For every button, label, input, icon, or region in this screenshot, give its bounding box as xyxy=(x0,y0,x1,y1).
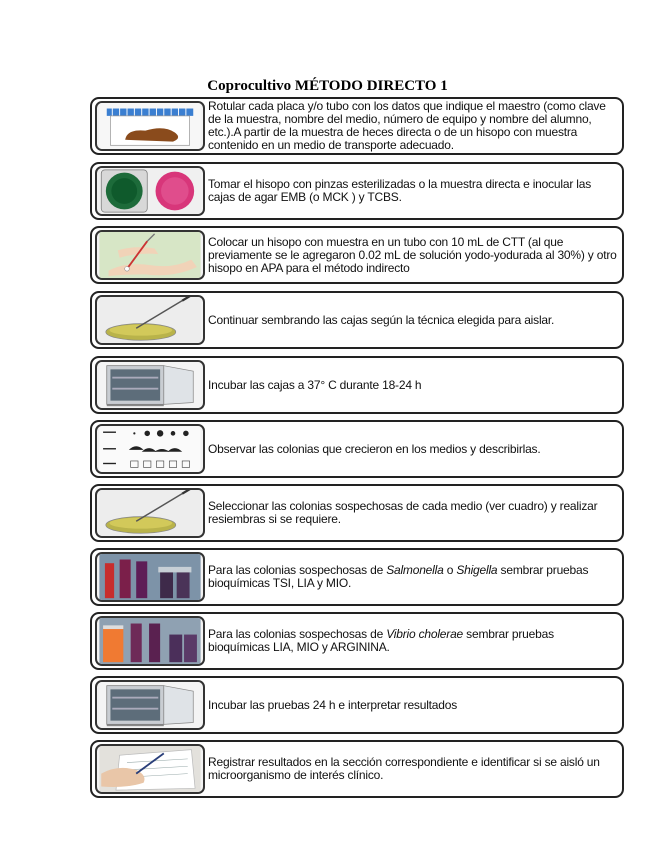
streak-plate-icon xyxy=(95,295,205,345)
step-9 xyxy=(90,612,624,670)
step-10 xyxy=(90,676,624,734)
agar-plates-icon xyxy=(95,166,205,216)
incubator-icon xyxy=(95,360,205,410)
colony-chart-icon xyxy=(95,424,205,474)
step-4 xyxy=(90,291,624,349)
step-5-text: Incubar las cajas a 37° C durante 18-24 h xyxy=(208,377,422,392)
step-2 xyxy=(90,162,624,220)
organism-name-vibrio: Vibrio cholerae xyxy=(386,627,464,641)
step-10-text: Incubar las pruebas 24 h e interpretar resultados xyxy=(208,697,458,712)
step-7-text: Seleccionar las colonias sospechosas de cada medio (ver cuadro) y realizar resiembras si se requiere. xyxy=(208,499,598,526)
step-3 xyxy=(90,226,624,284)
step-1-text: Rotular cada placa y/o tubo con los datos que indique el maestro (como clave de la muestra, nombre del medio, número de equipo y nombre del alumno, etc.).A partir de la muestra de heces directa o de un hisopo con muestra contenido en un medio de transporte adecuado. xyxy=(208,99,606,152)
step-7 xyxy=(90,484,624,542)
step-2-text: Tomar el hisopo con pinzas esterilizadas o la muestra directa e inocular las cajas de agar EMB (o MCK ) y TCBS. xyxy=(208,177,591,204)
step-8-text: Para las colonias sospechosas de Salmonella o Shigella sembrar pruebas bioquímicas TSI, LIA y MIO. xyxy=(208,563,589,590)
step-6 xyxy=(90,420,624,478)
step-5 xyxy=(90,356,624,414)
step-11 xyxy=(90,740,624,798)
step-3-text: Colocar un hisopo con muestra en un tubo con 10 mL de CTT (al que previamente se le agregaron 0.02 mL de solución yodo-yodurada al 30%) y otro hisopo en APA para el método indirecto xyxy=(208,234,617,275)
organism-name-shigella: Shigella xyxy=(456,563,498,577)
organism-name-salmonella: Salmonella xyxy=(386,563,444,577)
step-1 xyxy=(90,97,624,155)
test-tubes-icon xyxy=(95,552,205,602)
swab-tube-icon xyxy=(95,230,205,280)
step-4-text: Continuar sembrando las cajas según la técnica elegida para aislar. xyxy=(208,312,555,327)
streak-plate-icon xyxy=(95,488,205,538)
incubator-icon xyxy=(95,680,205,730)
step-8 xyxy=(90,548,624,606)
page-title: Coprocultivo MÉTODO DIRECTO 1 xyxy=(207,78,448,94)
step-9-text: Para las colonias sospechosas de Vibrio cholerae sembrar pruebas bioquímicas LIA, MIO y ARGININA. xyxy=(208,627,554,654)
step-11-text: Registrar resultados en la sección correspondiente e identificar si se aisló un microorganismo de interés clínico. xyxy=(208,755,600,782)
labeled-plate-icon xyxy=(95,101,205,151)
step-6-text: Observar las colonias que crecieron en los medios y describirlas. xyxy=(208,441,541,456)
test-tubes-icon xyxy=(95,616,205,666)
writing-hand-icon xyxy=(95,744,205,794)
